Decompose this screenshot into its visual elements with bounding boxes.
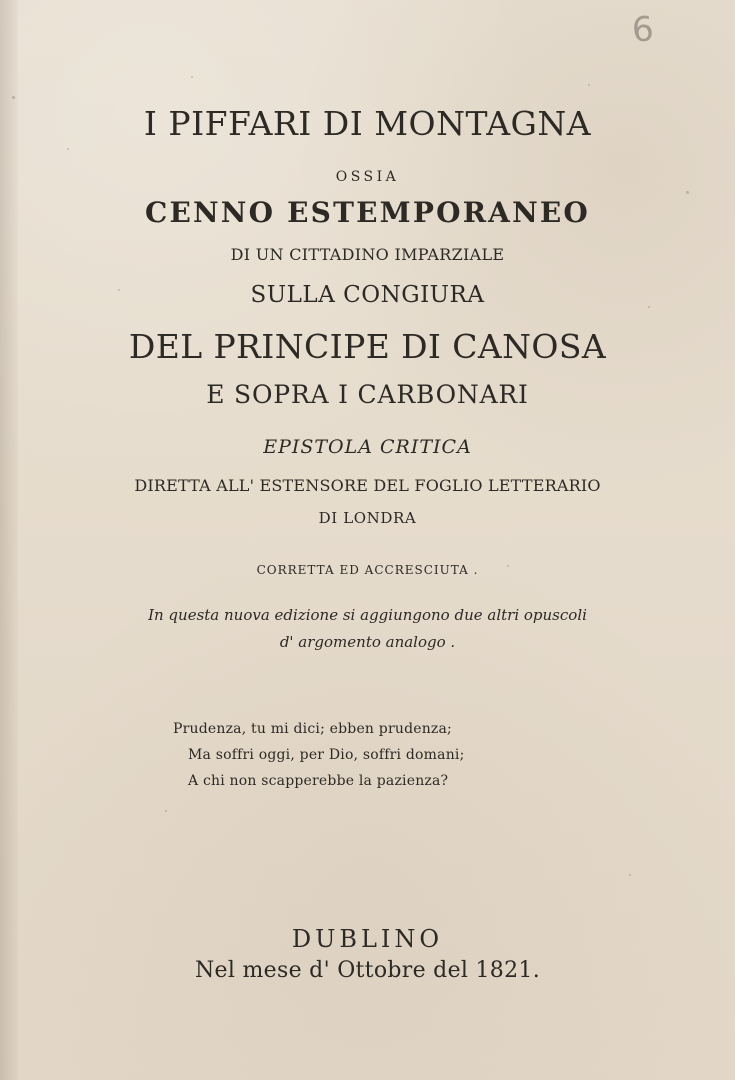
paper-speck (165, 810, 167, 812)
paper-speck (686, 191, 689, 194)
subtitle-congiura: SULLA CONGIURA (250, 282, 485, 308)
london-line: DI LONDRA (318, 509, 417, 527)
paper-speck (191, 76, 193, 78)
verse-line-2: Ma soffri oggi, per Dio, soffri domani; (188, 747, 465, 763)
verse-line-3: A chi non scapperebbe la pazienza? (188, 773, 449, 789)
epistola-heading: EPISTOLA CRITICA (263, 436, 472, 458)
paper-speck (629, 874, 631, 876)
publication-date: Nel mese d' Ottobre del 1821. (195, 958, 540, 983)
paper-speck (67, 148, 69, 150)
subtitle-cittadino: DI UN CITTADINO IMPARZIALE (230, 245, 505, 264)
directed-to-line: DIRETTA ALL' ESTENSORE DEL FOGLIO LETTERARIO (134, 476, 601, 495)
paper-speck (12, 96, 15, 99)
left-page-edge-shadow (0, 0, 18, 1080)
main-title: I PIFFARI DI MONTAGNA (143, 104, 592, 143)
ossia-line: OSSIA (335, 169, 400, 185)
subtitle-carbonari: E SOPRA I CARBONARI (206, 380, 529, 409)
corrected-line: CORRETTA ED ACCRESCIUTA . (256, 563, 479, 577)
verse-line-1: Prudenza, tu mi dici; ebben prudenza; (173, 721, 452, 737)
paper-speck (588, 84, 590, 86)
subtitle-cenno: CENNO ESTEMPORANEO (144, 196, 591, 229)
subtitle-principe: DEL PRINCIPE DI CANOSA (128, 327, 607, 366)
edition-line-2: d' argomento analogo . (279, 633, 456, 651)
publication-city: DUBLINO (291, 925, 444, 953)
edition-line-1: In questa nuova edizione si aggiungono due altri opuscoli (148, 606, 587, 624)
page-number: 6 (630, 9, 656, 51)
